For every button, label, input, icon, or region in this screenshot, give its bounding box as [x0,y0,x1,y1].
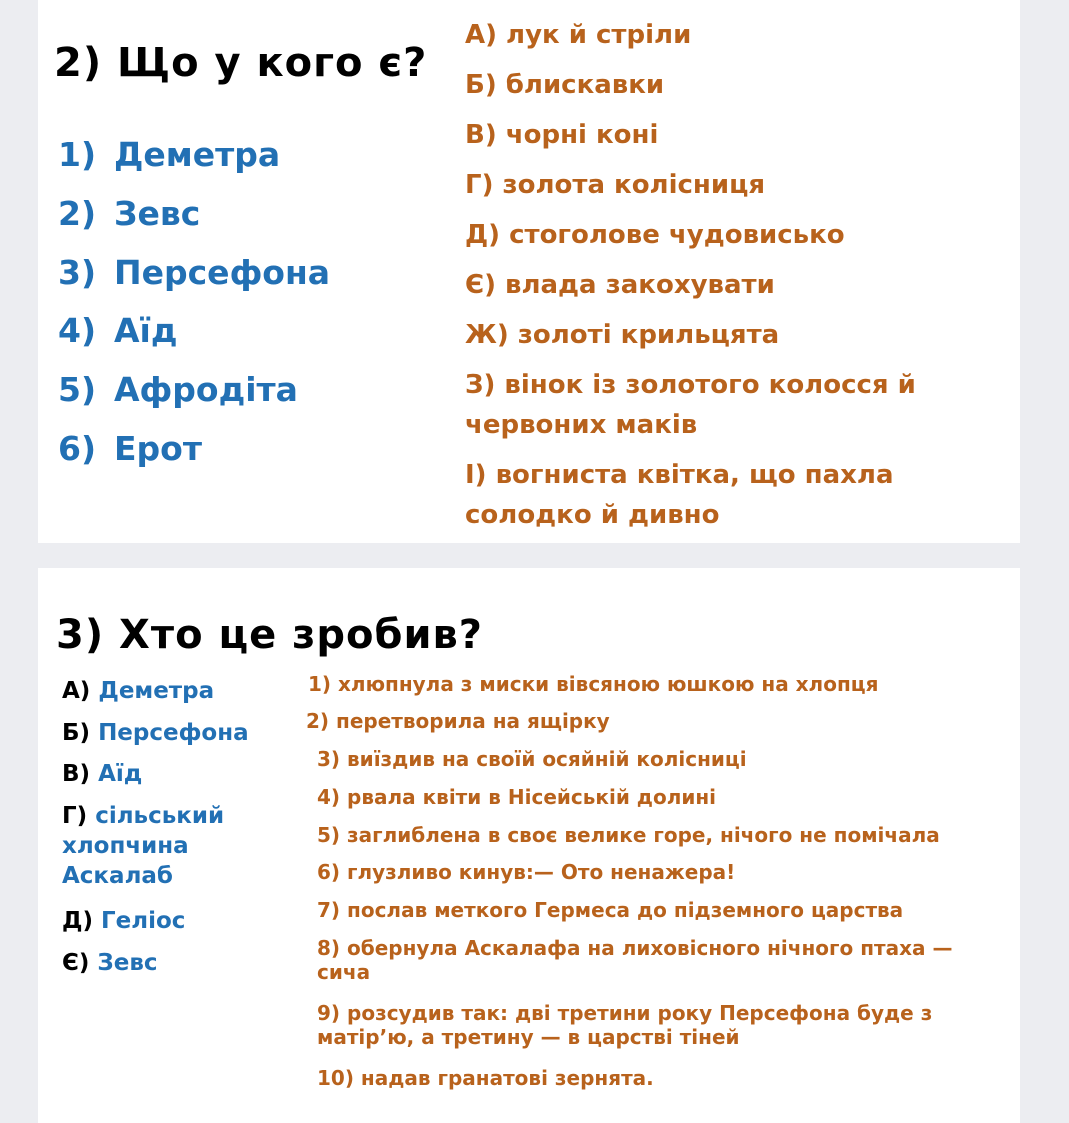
attribute-item: Г) золота колісниця [465,170,766,200]
god-item: 5) Афродіта [58,370,298,409]
attribute-item: Є) влада закохувати [465,270,775,300]
character-option: А) Деметра [62,678,215,704]
god-item: 1) Деметра [58,135,281,174]
action-item: 4) рвала квіти в Нісейській долині [317,785,717,809]
attribute-item: солодко й дивно [465,500,720,530]
action-item: 2) перетворила на ящірку [306,709,610,733]
action-item: 9) розсудив так: дві третини року Персефона буде з матір’ю, а третину — в царстві тіней [317,1001,933,1049]
character-option: Г) сільський хлопчина Аскалаб [62,803,225,889]
god-item: 6) Ерот [58,429,202,468]
action-item: 8) обернула Аскалафа на лиховісного нічного птаха — сича [317,936,953,984]
god-item: 2) Зевс [58,194,201,233]
matching-card-2 [38,568,1020,1123]
attribute-item: З) вінок із золотого колосся й [465,370,916,400]
god-item: 4) Аїд [58,311,178,350]
character-option: Д) Геліос [62,908,186,934]
section1-title: 2) Що у кого є? [54,40,428,86]
action-item: 1) хлюпнула з миски вівсяною юшкою на хлопця [308,672,879,696]
character-option: Б) Персефона [62,720,249,746]
god-item: 3) Персефона [58,253,331,292]
action-item: 3) виїздив на своїй осяйній колісниці [317,747,747,771]
attribute-item: Б) блискавки [465,70,665,100]
attribute-item: Ж) золоті крильцята [465,320,780,350]
attribute-item: І) вогниста квітка, що пахла [465,460,894,490]
action-item: 5) заглиблена в своє велике горе, нічого не помічала [317,823,940,847]
character-option: В) Аїд [62,761,143,787]
character-option: Є) Зевс [62,950,158,976]
attribute-item: А) лук й стріли [465,20,692,50]
action-item: 10) надав гранатові зернята. [317,1066,654,1090]
section2-title: 3) Хто це зробив? [56,612,483,658]
attribute-item: Д) стоголове чудовисько [465,220,845,250]
action-item: 7) послав меткого Гермеса до підземного царства [317,898,904,922]
attribute-item: В) чорні коні [465,120,659,150]
action-item: 6) глузливо кинув:— Ото ненажера! [317,860,736,884]
attribute-item: червоних маків [465,410,698,440]
matching-card-1 [38,0,1020,543]
